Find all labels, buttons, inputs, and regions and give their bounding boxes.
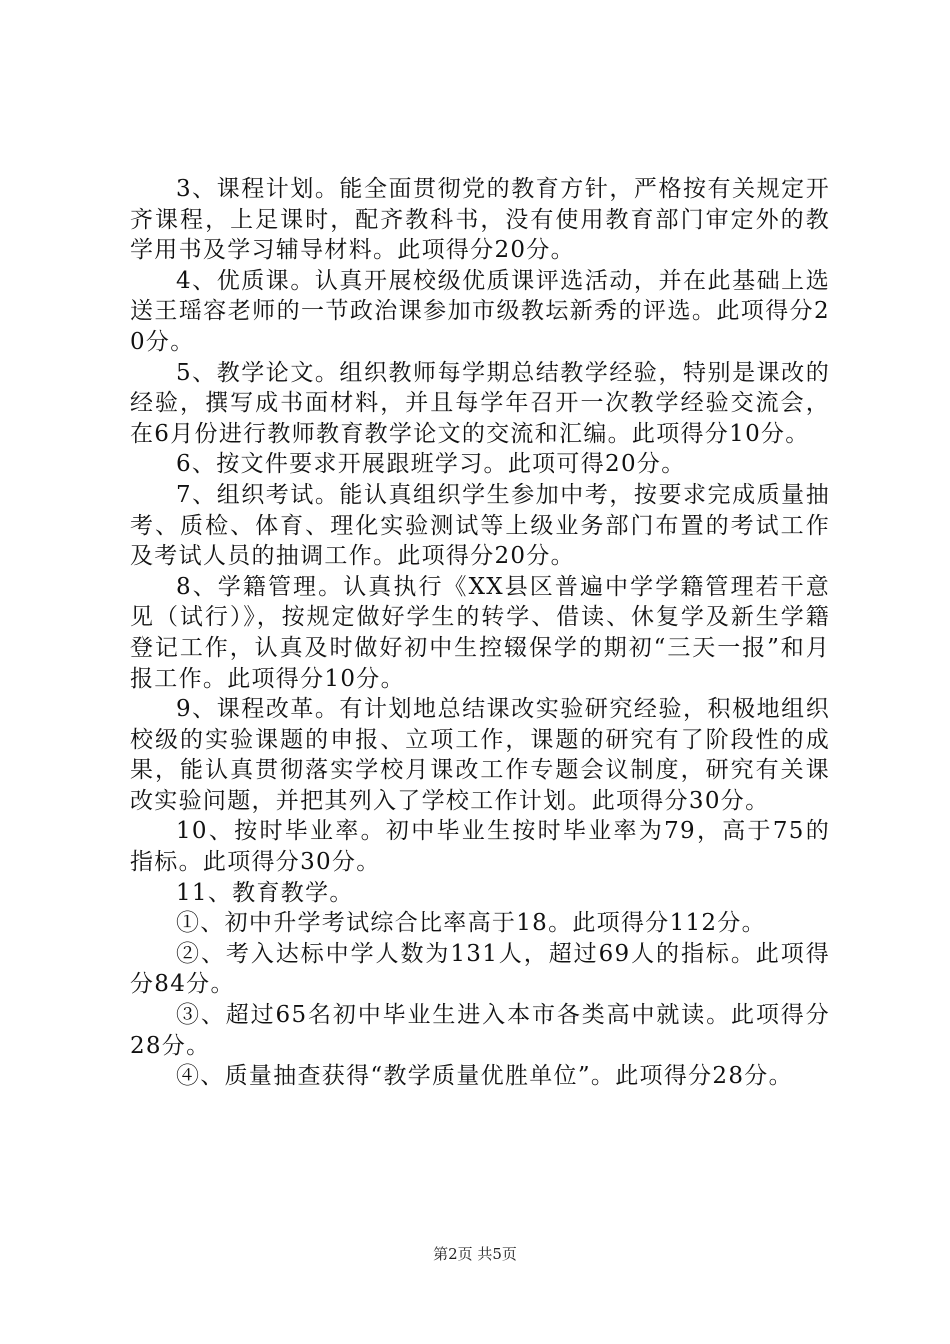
paragraph-item-10: 10、按时毕业率。初中毕业生按时毕业率为79，高于75的指标。此项得分30分。 <box>130 818 830 876</box>
paragraph-item-5: 5、教学论文。组织教师每学期总结教学经验，特别是课改的经验，撰写成书面材料，并且每学年召开一次教学经验交流会，在6月份进行教师教育教学论文的交流和汇编。此项得分10分。 <box>130 359 830 447</box>
sub-item-2: ②、考入达标中学人数为131人，超过69人的指标。此项得分84分。 <box>130 940 830 998</box>
paragraph-item-9: 9、课程改革。有计划地总结课改实验研究经验，积极地组织校级的实验课题的申报、立项工作，课题的研究有了阶段性的成果，能认真贯彻落实学校月课改工作专题会议制度，研究有关课改实验问题，并把其列入了学校工作计划。此项得分30分。 <box>130 696 830 814</box>
paragraph-item-7: 7、组织考试。能认真组织学生参加中考，按要求完成质量抽考、质检、体育、理化实验测试等上级业务部门布置的考试工作及考试人员的抽调工作。此项得分20分。 <box>130 481 830 570</box>
paragraph-item-6: 6、按文件要求开展跟班学习。此项可得20分。 <box>176 451 686 478</box>
paragraph-item-4: 4、优质课。认真开展校级优质课评选活动，并在此基础上选送王瑶容老师的一节政治课参加市级教坛新秀的评选。此项得分20分。 <box>130 267 830 355</box>
document-body <box>130 174 830 1092</box>
sub-item-3: ③、超过65名初中毕业生进入本市各类高中就读。此项得分28分。 <box>130 1002 830 1059</box>
paragraph-item-8: 8、学籍管理。认真执行《XX县区普遍中学学籍管理若干意见（试行）》，按规定做好学生的转学、借读、休复学及新生学籍登记工作，认真及时做好初中生控辍保学的期初“三天一报”和月报工作。此项得分10分。 <box>130 573 830 692</box>
paragraph-item-3: 3、课程计划。能全面贯彻党的教育方针，严格按有关规定开齐课程，上足课时，配齐教科书，没有使用教育部门审定外的教学用书及学习辅导材料。此项得分20分。 <box>130 176 830 264</box>
paragraph-item-11: 11、教育教学。 <box>176 879 354 906</box>
sub-item-1: ①、初中升学考试综合比率高于18。此项得分112分。 <box>176 910 766 937</box>
page-footer: 第2页 共5页 <box>433 1245 517 1263</box>
sub-item-4: ④、质量抽查获得“教学质量优胜单位”。此项得分28分。 <box>176 1063 793 1090</box>
